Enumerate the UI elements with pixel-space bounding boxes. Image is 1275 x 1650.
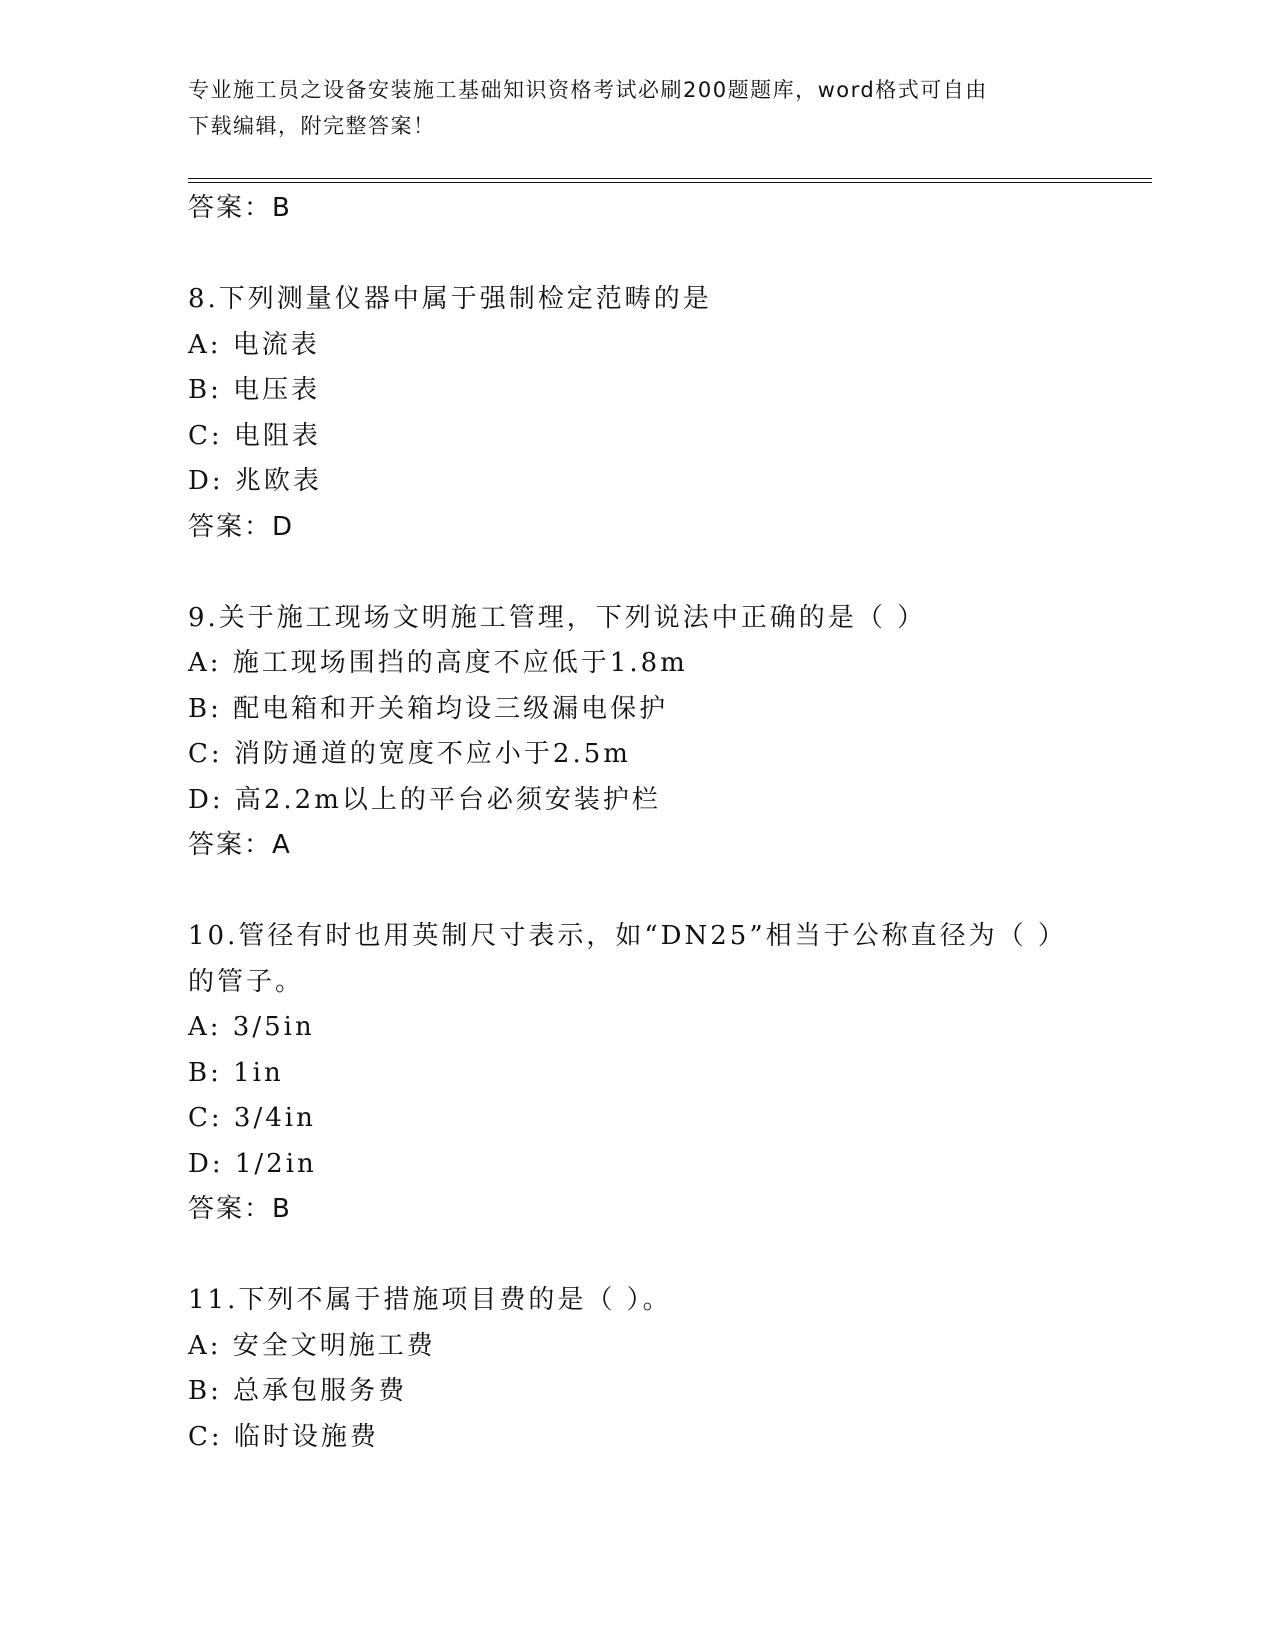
- header-title-line-1: 专业施工员之设备安装施工基础知识资格考试必刷200题题库，word格式可自由: [188, 78, 988, 102]
- spacer: [188, 232, 1152, 278]
- option-a: A: 安全文明施工费: [188, 1330, 436, 1361]
- option-b: B: 1in: [188, 1057, 284, 1088]
- answer: 答案：B: [188, 1194, 292, 1224]
- header-title-line-2: 下载编辑，附完整答案！: [188, 114, 436, 138]
- option-d: D: 高2.2m以上的平台必须安装护栏: [188, 784, 661, 815]
- option-b: B: 总承包服务费: [188, 1376, 408, 1406]
- option-d: D: 1/2in: [188, 1148, 317, 1179]
- answer: 答案：D: [188, 511, 295, 542]
- option-c: C: 消防通道的宽度不应小于2.5m: [188, 739, 631, 769]
- option-a: A: 3/5in: [188, 1012, 315, 1042]
- option-a: A: 施工现场围挡的高度不应低于1.8m: [188, 648, 688, 678]
- question-11: [188, 1278, 1152, 1460]
- header-double-rule: [188, 178, 1152, 183]
- question-10: [188, 914, 1152, 1233]
- spacer: [188, 550, 1152, 596]
- document-header: [188, 72, 1088, 144]
- question-list: [188, 186, 1152, 1460]
- question-stem: 8.下列测量仪器中属于强制检定范畴的是: [188, 284, 712, 314]
- option-d: D: 兆欧表: [188, 466, 322, 496]
- spacer: [188, 1233, 1152, 1279]
- option-b: B: 电压表: [188, 375, 321, 405]
- option-b: B: 配电箱和开关箱均设三级漏电保护: [188, 693, 669, 724]
- option-c: C: 电阻表: [188, 420, 321, 451]
- question-stem: 9.关于施工现场文明施工管理，下列说法中正确的是（ ）: [188, 602, 927, 633]
- option-a: A: 电流表: [188, 329, 320, 360]
- question-9: [188, 596, 1152, 869]
- question-stem: 11.下列不属于措施项目费的是（ ）。: [188, 1285, 672, 1315]
- option-c: C: 3/4in: [188, 1103, 316, 1133]
- spacer: [188, 869, 1152, 915]
- answer: 答案：A: [188, 830, 292, 860]
- question-stem-continued: 的管子。: [188, 966, 305, 997]
- question-stem: 10.管径有时也用英制尺寸表示，如“DN25”相当于公称直径为（ ）: [188, 921, 1067, 951]
- question-8: [188, 277, 1152, 550]
- option-c: C: 临时设施费: [188, 1421, 379, 1452]
- previous-answer: 答案：B: [188, 193, 292, 223]
